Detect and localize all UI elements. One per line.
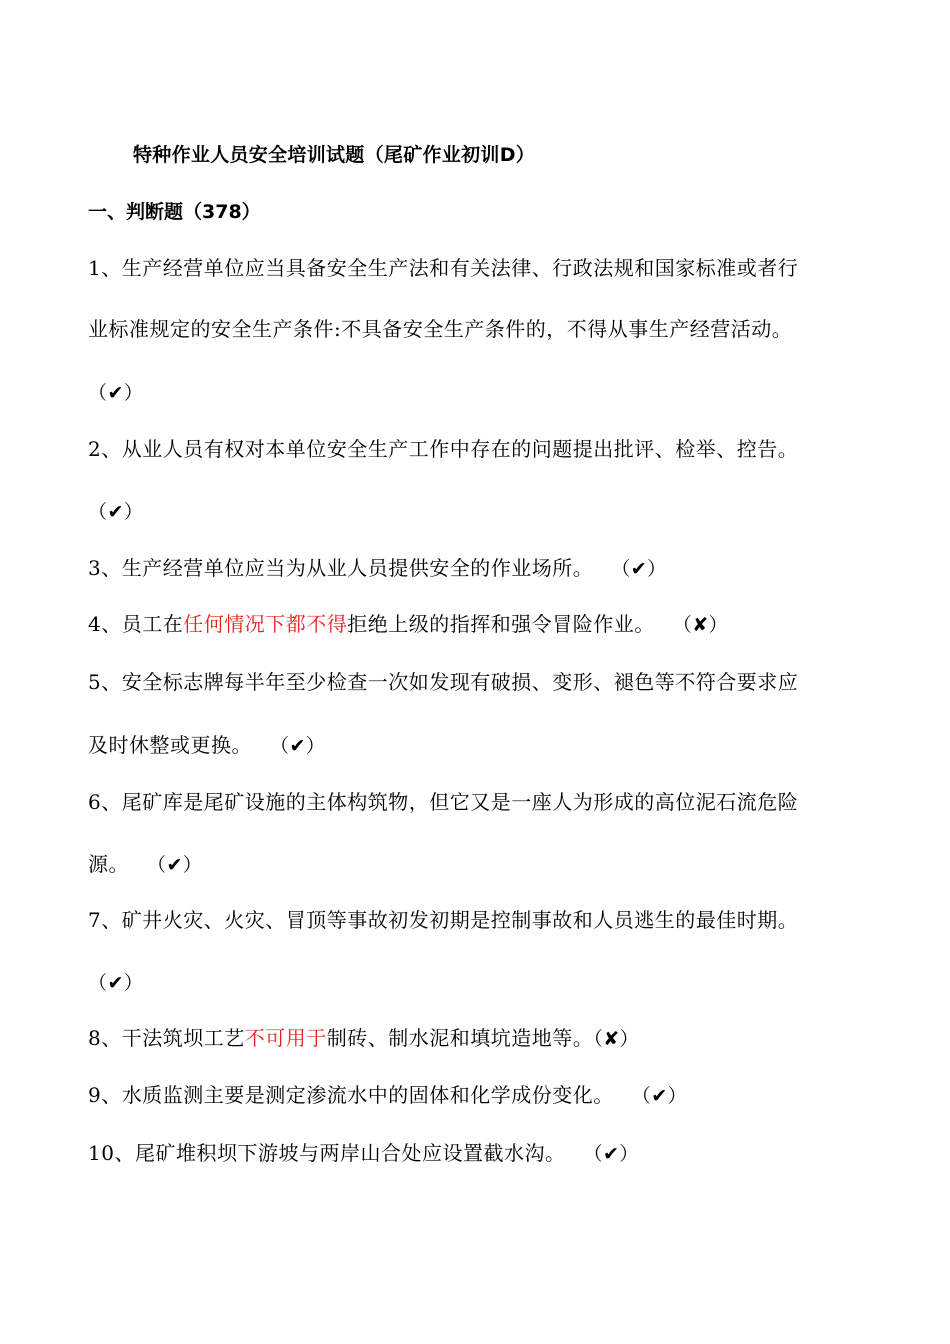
answer-mark: （✔） <box>611 558 667 580</box>
question-number: 8、 <box>88 1026 122 1050</box>
question-text: 从业人员有权对本单位安全生产工作中存在的问题提出批评、检举、控告。 <box>121 437 799 461</box>
question-text: 源。 <box>88 852 129 876</box>
question-number: 1、 <box>88 256 122 280</box>
question-number: 9、 <box>88 1083 122 1107</box>
question-number: 10、 <box>88 1141 135 1165</box>
question-number: 7、 <box>88 908 122 932</box>
question-7-line-1 <box>88 904 798 933</box>
question-text: 安全标志牌每半年至少检查一次如发现有破损、变形、褪色等不符合要求应 <box>121 670 799 694</box>
question-5-line-1 <box>88 666 798 695</box>
question-2-line-1 <box>88 433 798 462</box>
question-number: 2、 <box>88 437 122 461</box>
document-title: 特种作业人员安全培训试题（尾矿作业初训D） <box>133 144 536 166</box>
question-9 <box>88 1079 687 1108</box>
highlighted-text: 任何情况下都不得 <box>183 612 348 636</box>
question-number: 5、 <box>88 670 122 694</box>
question-1-line-2 <box>88 313 792 342</box>
section-heading: 一、判断题（378） <box>88 201 261 223</box>
answer-mark: （✘） <box>593 1028 640 1050</box>
answer-mark: （✘） <box>672 614 729 636</box>
question-6-line-1 <box>88 786 798 815</box>
question-number: 4、 <box>88 612 122 636</box>
answer-mark: （✔） <box>583 1143 639 1165</box>
question-text: 生产经营单位应当具备安全生产法和有关法律、行政法规和国家标准或者行 <box>121 256 799 280</box>
question-3 <box>88 552 667 581</box>
question-text: 业标准规定的安全生产条件:不具备安全生产条件的，不得从事生产经营活动。 <box>88 317 793 341</box>
question-text: 制砖、制水泥和填坑造地等。 <box>326 1026 594 1050</box>
answer-mark: （✔） <box>631 1085 688 1107</box>
question-text: 生产经营单位应当为从业人员提供安全的作业场所。 <box>121 556 594 580</box>
question-text: 矿井火灾、火灾、冒顶等事故初发初期是控制事故和人员逃生的最佳时期。 <box>121 908 799 932</box>
question-5-line-2 <box>88 729 325 758</box>
question-text: 干法筑坝工艺 <box>121 1026 245 1050</box>
question-8 <box>88 1022 639 1051</box>
question-text: 尾矿库是尾矿设施的主体构筑物，但它又是一座人为形成的高位泥石流危险 <box>121 790 799 814</box>
question-text: 及时休整或更换。 <box>88 733 252 757</box>
answer-mark: （✔） <box>147 854 203 876</box>
question-text: 尾矿堆积坝下游坡与两岸山合处应设置截水沟。 <box>134 1141 566 1165</box>
question-1-line-1 <box>88 252 798 281</box>
question-4 <box>88 608 728 637</box>
question-number: 6、 <box>88 790 122 814</box>
question-number: 3、 <box>88 556 122 580</box>
highlighted-text: 不可用于 <box>244 1026 327 1050</box>
question-6-line-2 <box>88 848 202 877</box>
question-7-answer: （✔） <box>88 972 144 994</box>
answer-mark: （✔） <box>270 735 326 757</box>
question-text: 拒绝上级的指挥和强令冒险作业。 <box>347 612 655 636</box>
question-10 <box>88 1137 639 1166</box>
question-1-answer: （✔） <box>88 382 144 404</box>
question-2-answer: （✔） <box>88 501 144 523</box>
question-text: 水质监测主要是测定渗流水中的固体和化学成份变化。 <box>121 1083 614 1107</box>
question-text: 员工在 <box>121 612 184 636</box>
